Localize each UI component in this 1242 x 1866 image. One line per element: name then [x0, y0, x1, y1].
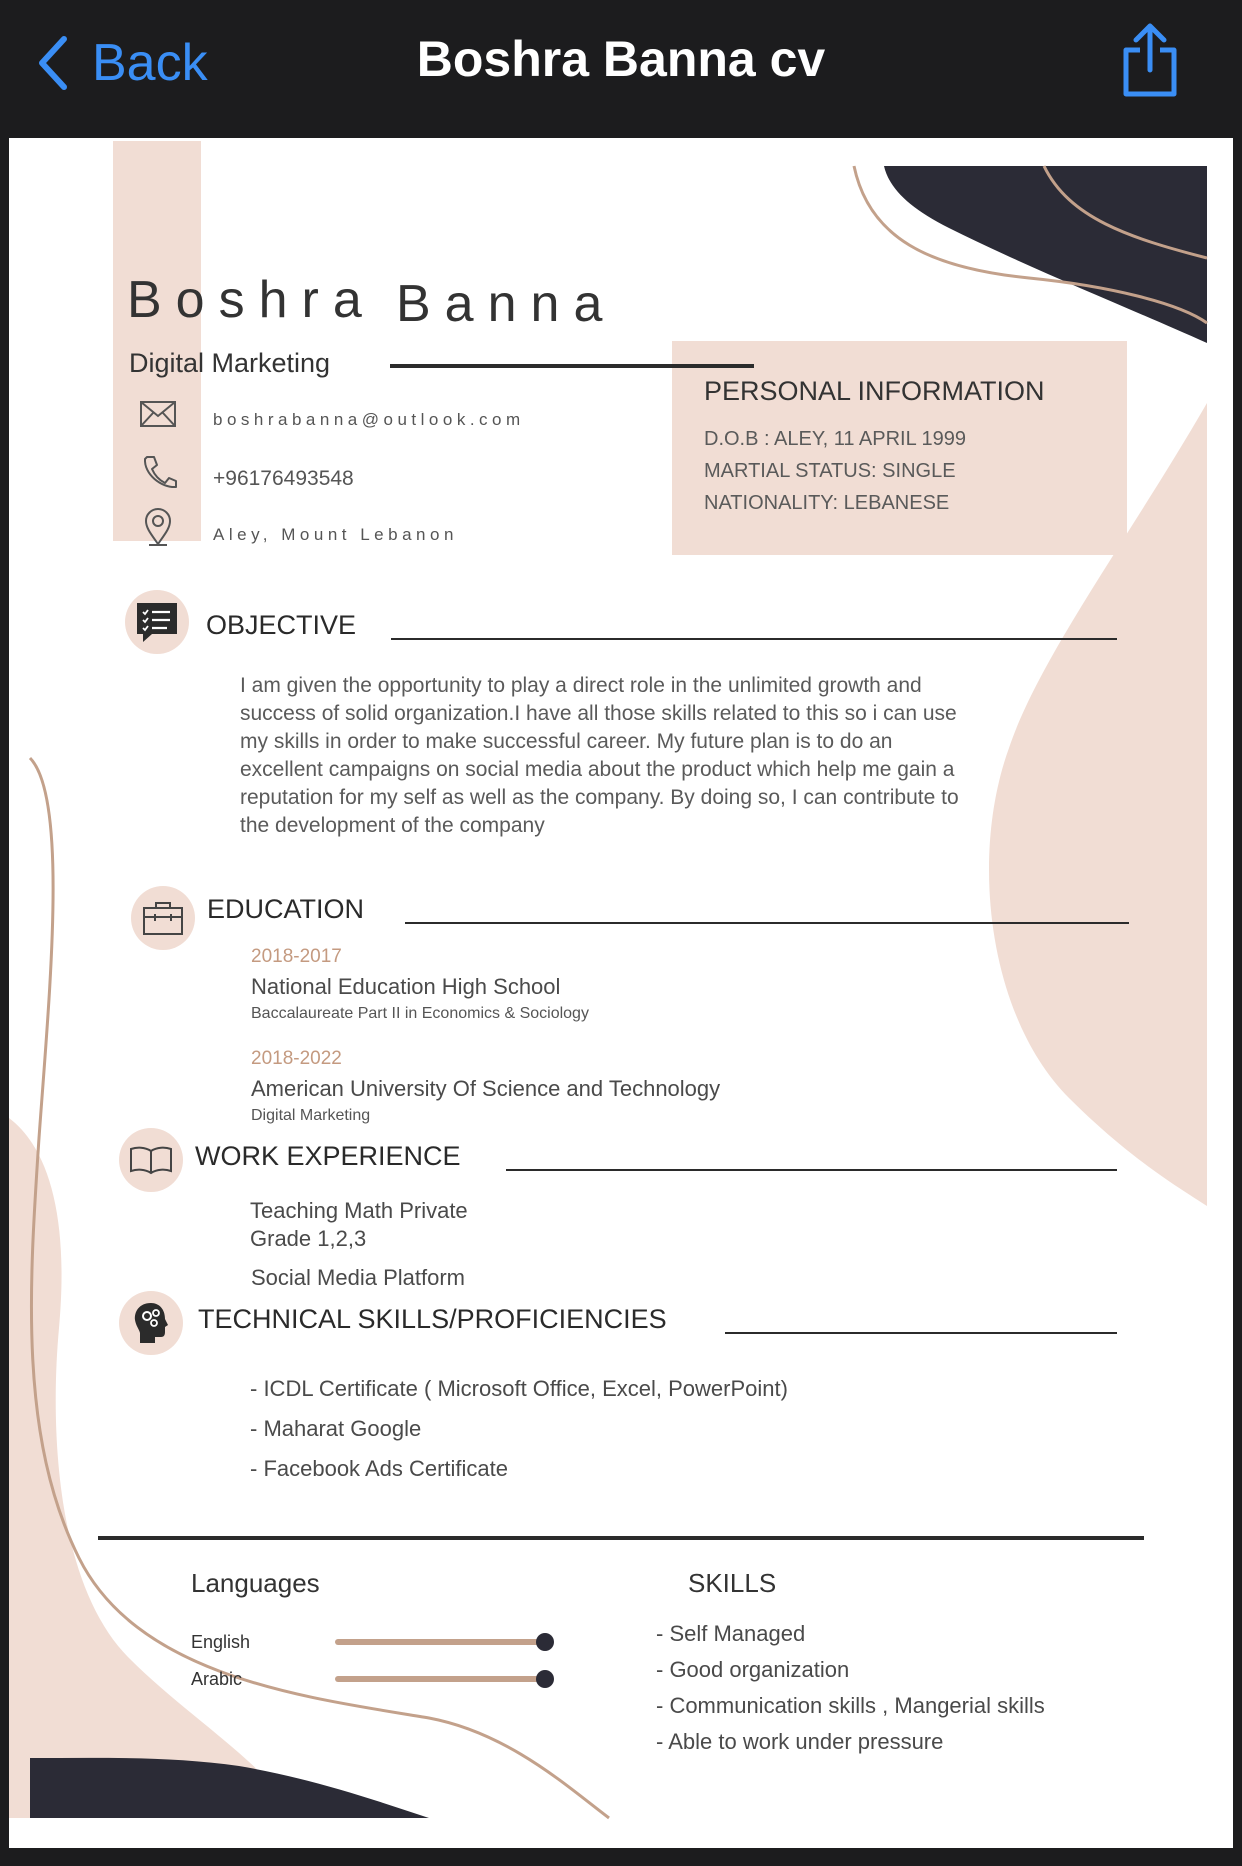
technical-item-2: - Maharat Google: [250, 1416, 422, 1441]
languages-title: Languages: [191, 1568, 320, 1598]
phone-icon: [141, 454, 177, 490]
share-icon[interactable]: [1120, 22, 1180, 98]
education-2-years: 2018-2022: [251, 1048, 342, 1069]
education-title: EDUCATION: [207, 894, 365, 924]
technical-item-3: - Facebook Ads Certificate: [250, 1456, 509, 1481]
education-1-school: National Education High School: [251, 974, 561, 999]
head-gears-icon: [131, 1300, 171, 1346]
technical-title: TECHNICAL SKILLS/PROFICIENCIES: [198, 1304, 667, 1334]
work-icon-badge: [119, 1128, 183, 1192]
personal-info-status: MARTIAL STATUS: SINGLE: [704, 460, 956, 482]
technical-icon-badge: [119, 1291, 183, 1355]
cv-document[interactable]: [9, 138, 1233, 1848]
name-underline: [390, 364, 754, 368]
personal-info-title: PERSONAL INFORMATION: [704, 376, 1045, 406]
mail-icon: [139, 400, 177, 428]
back-label: Back: [92, 34, 208, 92]
language-arabic-bar: [335, 1676, 545, 1682]
education-1-degree: Baccalaureate Part II in Economics & Sociology: [251, 1005, 589, 1022]
language-english: English: [191, 1632, 251, 1652]
location-text: Aley, Mount Lebanon: [213, 525, 458, 544]
technical-item-1: - ICDL Certificate ( Microsoft Office, Excel, PowerPoint): [250, 1376, 788, 1401]
nav-bar: [0, 0, 1242, 128]
technical-rule: [725, 1332, 1117, 1334]
objective-text: I am given the opportunity to play a direct role in the unlimited growth and success of solid organization.I have all those skills related to this so i can use my skills in order to make successful career. My future plan is to do an excellent campaigns on social media about the product which help me gain a reputation for my self as well as the company. By doing so, I can contribute to the development of the company: [240, 674, 959, 837]
education-2-degree: Digital Marketing: [251, 1107, 371, 1124]
work-item-2: Grade 1,2,3: [250, 1226, 367, 1251]
skill-item-1: - Self Managed: [656, 1621, 806, 1646]
phone-text: +96176493548: [213, 467, 354, 490]
education-2-school: American University Of Science and Technology: [251, 1076, 721, 1101]
objective-rule: [391, 638, 1117, 640]
skill-item-3: - Communication skills , Mangerial skills: [656, 1693, 1045, 1718]
email-text: boshrabanna@outlook.com: [213, 410, 525, 429]
last-name: Banna: [396, 275, 617, 333]
language-arabic: Arabic: [191, 1669, 243, 1689]
checklist-bubble-icon: [134, 600, 180, 644]
page-title: Boshra Banna cv: [416, 31, 826, 87]
first-name: Boshra: [127, 271, 376, 329]
bottom-divider: [98, 1536, 1144, 1540]
language-arabic-level-dot: [536, 1670, 554, 1688]
education-1-years: 2018-2017: [251, 946, 342, 967]
work-title: WORK EXPERIENCE: [195, 1141, 461, 1171]
skills-title: SKILLS: [688, 1568, 777, 1598]
education-icon-badge: [131, 886, 195, 950]
language-english-level-dot: [536, 1633, 554, 1651]
work-item-3: Social Media Platform: [251, 1265, 465, 1290]
skill-item-2: - Good organization: [656, 1657, 850, 1682]
personal-info-nationality: NATIONALITY: LEBANESE: [704, 492, 950, 514]
language-english-bar: [335, 1639, 545, 1645]
education-rule: [405, 922, 1129, 924]
role-title: Digital Marketing: [129, 348, 331, 378]
work-rule: [506, 1169, 1117, 1171]
work-item-1: Teaching Math Private: [250, 1198, 468, 1223]
skill-item-4: - Able to work under pressure: [656, 1729, 944, 1754]
objective-icon-badge: [125, 590, 189, 654]
personal-info-dob: D.O.B : ALEY, 11 APRIL 1999: [704, 428, 967, 450]
open-book-icon: [127, 1145, 175, 1175]
location-pin-icon: [143, 508, 173, 548]
objective-title: OBJECTIVE: [206, 610, 357, 640]
briefcase-icon: [141, 899, 185, 937]
